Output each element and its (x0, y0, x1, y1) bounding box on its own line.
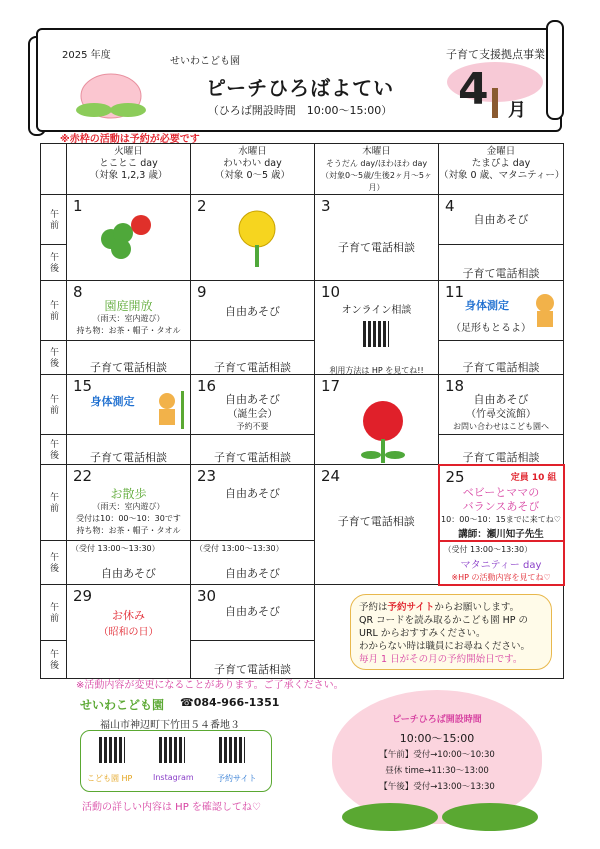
day-cell-am: 23 自由あそび (191, 465, 315, 541)
qr-code-reservation[interactable] (219, 737, 245, 763)
reservation-site-link[interactable]: 予約サイト (387, 602, 435, 613)
peach-icon (66, 64, 156, 120)
day-cell: 1 (67, 195, 191, 281)
day-cell-pm: 子育て電話相談 (191, 341, 315, 375)
day-cell-am: 8 園庭開放 （雨天：室内遊び） 持ち物：お茶・帽子・タオル (67, 281, 191, 341)
qr-code-instagram[interactable] (159, 737, 185, 763)
day-cell-pm: 子育て電話相談 (67, 341, 191, 375)
row-label-am: 午前 (41, 465, 67, 541)
corner-cell (41, 144, 67, 195)
day-cell-am: 9 自由あそび (191, 281, 315, 341)
day-cell-am: 4 自由あそび (439, 195, 564, 245)
reservation-note: ※赤枠の活動は予約が必要です (60, 134, 200, 145)
footer-center-name: せいわこども園 (80, 698, 165, 712)
tulip-icon (345, 391, 415, 467)
day-cell: 17 (315, 375, 439, 465)
fiscal-year: 2025 年度 (62, 50, 111, 61)
day-cell-reserved-am: 25 定員 10 組 ベビーとママの バランスあそび 10：00～10：15までに来てね♡ 講師：瀬川知子先生 (439, 465, 564, 541)
center-name: せいわこども園 (170, 56, 240, 67)
day-cell: 10 オンライン相談 利用方法は HP を見てね!! (315, 281, 439, 375)
bear-measuring-icon (153, 389, 187, 431)
day-cell-pm: 子育て電話相談 (439, 341, 564, 375)
qr-label-reservation: 予約サイト (217, 774, 257, 783)
day-cell-pm: （受付 13:00～13:30） 自由あそび (67, 541, 191, 585)
day-cell-am: 22 お散歩 （雨天：室内遊び） 受付は10：00～10：30です 持ち物：お茶・帽子・タオル (67, 465, 191, 541)
open-hours: （ひろば開設時間 10:00～15:00） (207, 104, 393, 117)
day-cell-pm: 子育て電話相談 (439, 245, 564, 281)
day-cell-am: 15 身体測定 (67, 375, 191, 435)
qr-code[interactable] (363, 321, 389, 347)
header-tuesday: 火曜日 とことこ day （対象 1,2,3 歳） (67, 144, 191, 195)
peach-hours-box: ピーチひろば開設時間 10:00～15:00 【午前】受付→10:00～10:30 昼休 time→11:30～13:00 【午後】受付→13:00～13:30 (332, 690, 542, 824)
reservation-notice: 予約は予約サイトからお願いします。 QR コードを読み取るかこども園 HP の URL からおすすみください。 わからない時は職員にお尋ねください。 毎月 1 日がその月の予約開始日です。 (350, 594, 552, 670)
day-cell-pm: 子育て電話相談 (191, 641, 315, 679)
dandelion-icon (227, 205, 287, 269)
row-label-am: 午前 (41, 281, 67, 341)
day-cell: 24 子育て電話相談 (315, 465, 439, 585)
row-label-am: 午前 (41, 585, 67, 641)
row-label-pm: 午後 (41, 245, 67, 281)
header-friday: 金曜日 たまぴよ day （対象 0 歳、マタニティー） (439, 144, 564, 195)
cat-measuring-icon (531, 289, 561, 335)
day-cell-am: 11 身体測定 （足形もとるよ） (439, 281, 564, 341)
day-cell: 3 子育て電話相談 (315, 195, 439, 281)
page-title: ピーチひろばよてい (205, 76, 395, 100)
day-cell-pm: 子育て電話相談 (439, 435, 564, 465)
row-label-pm: 午後 (41, 341, 67, 375)
header-thursday: 木曜日 そうだん day/ほわほわ day （対象0～5歳/生後2ヶ月～5ヶ月） (315, 144, 439, 195)
row-label-pm: 午後 (41, 641, 67, 679)
cherry-blossom-icon (440, 60, 550, 126)
day-cell-reserved-pm: （受付 13:00～13:30） マタニティー day ※HP の活動内容を見てね♡ (439, 541, 564, 585)
change-notice: ※活動内容が変更になることがあります。ご了承ください。 (76, 680, 344, 691)
month-suffix: 月 (508, 100, 526, 121)
day-cell-am: 18 自由あそび （竹尋交流館） お問い合わせはこども園へ (439, 375, 564, 435)
day-cell: 2 (191, 195, 315, 281)
address: 福山市神辺町下竹田５４番地３ (100, 720, 240, 731)
phone-number[interactable]: ☎084-966-1351 (180, 696, 280, 709)
program-name: 子育て支援拠点事業 (446, 48, 545, 61)
row-label-pm: 午後 (41, 541, 67, 585)
qr-code-hp[interactable] (99, 737, 125, 763)
qr-label-instagram: Instagram (153, 773, 194, 782)
day-cell-am: 16 自由あそび （誕生会） 予約不要 (191, 375, 315, 435)
header-wednesday: 水曜日 わいわい day （対象 0～5 歳） (191, 144, 315, 195)
day-cell-pm: 子育て電話相談 (67, 435, 191, 465)
peach-leaf-icon (340, 800, 540, 834)
day-cell-am: 30 自由あそび (191, 585, 315, 641)
hp-check-note: 活動の詳しい内容は HP を確認してね♡ (82, 802, 261, 813)
day-cell: 29 お休み （昭和の日） (67, 585, 191, 679)
clover-ladybug-icon (91, 209, 161, 271)
month-number: 4 (458, 64, 489, 115)
row-label-am: 午前 (41, 195, 67, 245)
day-cell-pm: （受付 13:00～13:30） 自由あそび (191, 541, 315, 585)
row-label-am: 午前 (41, 375, 67, 435)
day-cell-pm: 子育て電話相談 (191, 435, 315, 465)
qr-code-panel (80, 730, 272, 792)
row-label-pm: 午後 (41, 435, 67, 465)
qr-label-hp: こども園 HP (87, 774, 133, 783)
